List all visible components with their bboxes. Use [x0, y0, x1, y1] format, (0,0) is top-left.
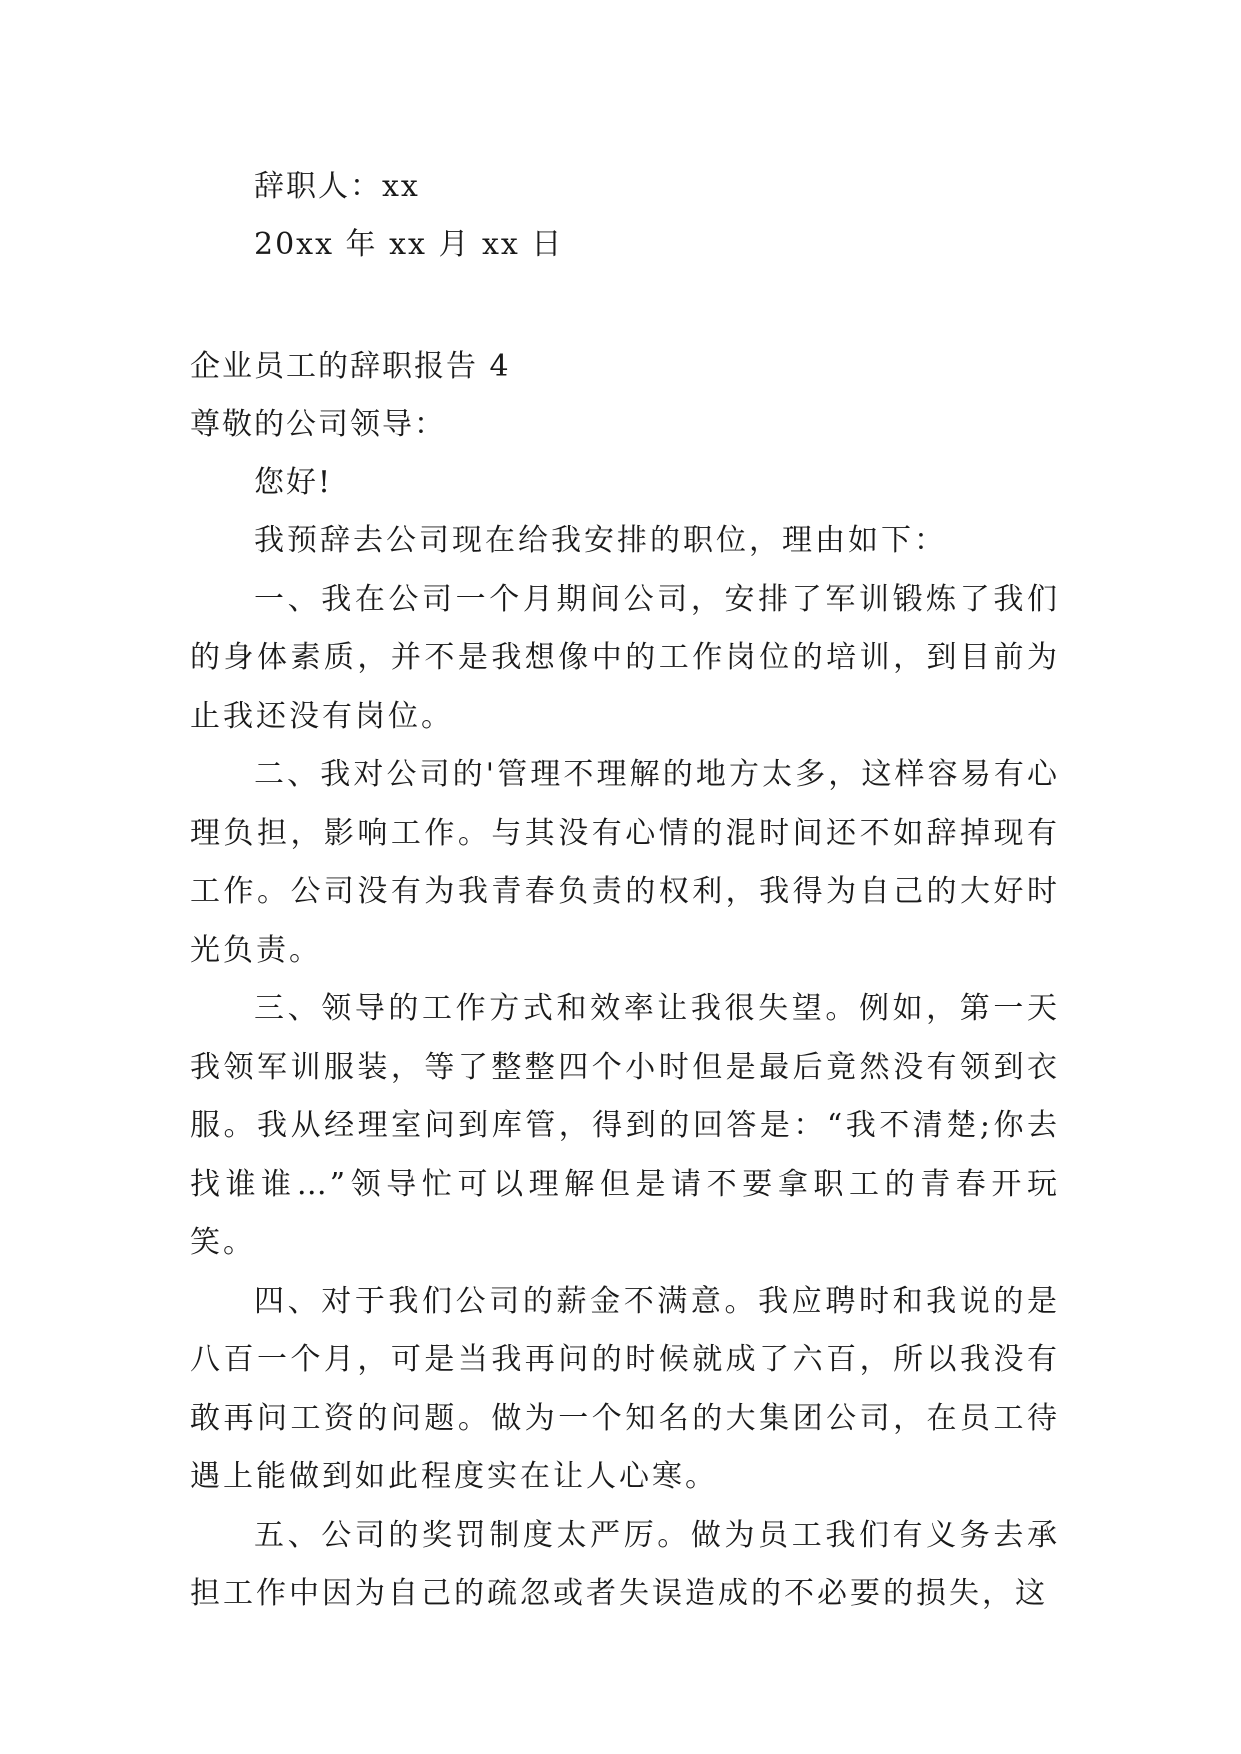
- paragraph-reason-1: 一、我在公司一个月期间公司，安排了军训锻炼了我们的身体素质，并不是我想像中的工作岗位的培训，到目前为止我还没有岗位。: [190, 581, 1060, 734]
- paragraph-reason-3: 三、领导的工作方式和效率让我很失望。例如，第一天我领军训服装，等了整整四个小时但是最后竟然没有领到衣服。我从经理室问到库管，得到的回答是：“我不清楚;你去找谁谁…”领导忙可以理解但是请不要拿职工的青春开玩笑。: [190, 991, 1060, 1260]
- document-body: [190, 158, 1060, 1624]
- section-gap: [190, 274, 1060, 338]
- date-line: 20xx 年 xx 月 xx 日: [254, 227, 564, 262]
- salutation: 尊敬的公司领导：: [190, 407, 446, 442]
- report-title: 企业员工的辞职报告 4: [190, 349, 511, 384]
- paragraph-reason-2: 二、我对公司的'管理不理解的地方太多，这样容易有心理负担，影响工作。与其没有心情的混时间还不如辞掉现有工作。公司没有为我青春负责的权利，我得为自己的大好时光负责。: [190, 757, 1060, 968]
- resigner-line: 辞职人：xx: [254, 169, 420, 204]
- paragraph-reason-5: 五、公司的奖罚制度太严厉。做为员工我们有义务去承担工作中因为自己的疏忽或者失误造成的不必要的损失，这: [190, 1517, 1060, 1611]
- paragraph-intro: 我预辞去公司现在给我安排的职位，理由如下：: [254, 523, 947, 558]
- greeting: 您好!: [254, 465, 333, 500]
- paragraph-reason-4: 四、对于我们公司的薪金不满意。我应聘时和我说的是八百一个月，可是当我再问的时候就成了六百，所以我没有敢再问工资的问题。做为一个知名的大集团公司，在员工待遇上能做到如此程度实在让人心寒。: [190, 1283, 1060, 1494]
